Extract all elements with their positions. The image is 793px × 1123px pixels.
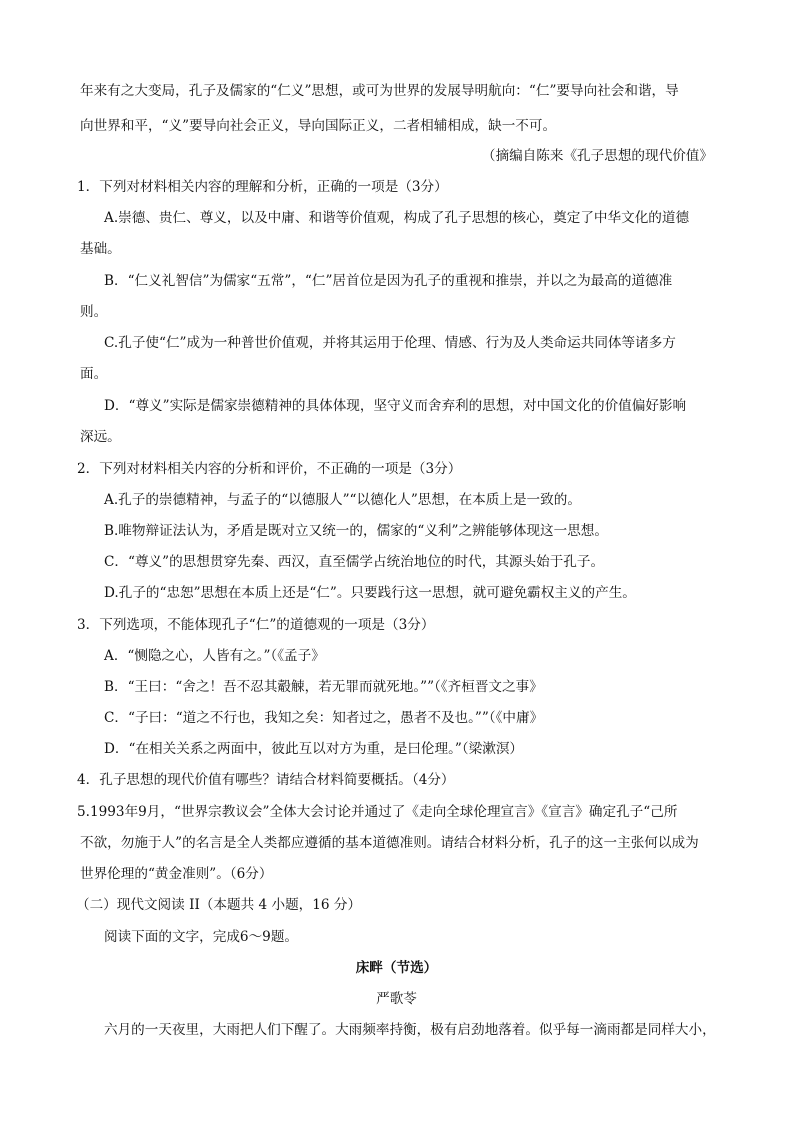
question-3-option-c: C．“子曰：“道之不行也，我知之矣：知者过之，愚者不及也。””（《中庸》 — [104, 710, 544, 726]
passage-source: （摘编自陈来《孔子思想的现代价值》 — [481, 148, 713, 164]
passage-line-2: 向世界和平，“义”要导向社会正义，导向国际正义，二者相辅相成，缺一不可。 — [80, 118, 557, 134]
question-1-option-a-cont: 基础。 — [80, 241, 121, 257]
question-2-option-c: C．“尊义”的思想贯穿先秦、西汉，直至儒学占统治地位的时代，其源头始于孔子。 — [104, 554, 605, 570]
question-1-option-b: B．“仁义礼智信”为儒家“五常”，“仁”居首位是因为孔子的重视和推崇，并以之为最高的道德准 — [104, 273, 673, 289]
question-3-stem: 3．下列选项，不能体现孔子“仁”的道德观的一项是（3分） — [77, 617, 435, 633]
question-1-option-d: D．“尊义”实际是儒家崇德精神的具体体现，坚守义而舍弃利的思想，对中国文化的价值偏好影响 — [104, 398, 687, 414]
question-5-line-2: 不欲，勿施于人”的名言是全人类都应遵循的基本道德准则。请结合材料分析，孔子的这一主张何以成为 — [80, 835, 699, 851]
section-2-instruction: 阅读下面的文字，完成6～9题。 — [104, 929, 299, 945]
question-1-option-c-cont: 面。 — [80, 366, 108, 382]
question-1-option-d-cont: 深远。 — [80, 429, 121, 445]
article-first-line: 六月的一天夜里，大雨把人们下醒了。大雨频率持衡，极有启劲地落着。似乎每一滴雨都是同样大小， — [104, 1022, 716, 1038]
question-1-stem: 1．下列对材料相关内容的理解和分析，正确的一项是（3分） — [77, 179, 448, 195]
question-5-line-3: 世界伦理的“黄金准则”。（6分） — [80, 866, 273, 882]
question-3-option-a: A．“恻隐之心，人皆有之。”（《孟子》 — [104, 648, 325, 664]
question-2-option-a: A.孔子的崇德精神，与孟子的“以德服人”“以德化人”思想，在本质上是一致的。 — [104, 492, 581, 508]
question-2-option-d: D.孔子的“忠恕”思想在本质上还是“仁”。只要践行这一思想，就可避免霸权主义的产生。 — [104, 585, 636, 601]
article-author: 严歌苓 — [376, 991, 417, 1007]
question-3-option-d: D．“在相关关系之两面中，彼此互以对方为重，是曰伦理。”（梁漱溟） — [104, 741, 524, 757]
question-1-option-a: A.崇德、贵仁、尊义，以及中庸、和谐等价值观，构成了孔子思想的核心，奠定了中华文化的道德 — [104, 210, 690, 226]
question-1-option-c: C.孔子使“仁”成为一种普世价值观，并将其运用于伦理、情感、行为及人类命运共同体等诸多方 — [104, 335, 676, 351]
section-2-heading: （二）现代文阅读 II（本题共 4 小题，16 分） — [76, 897, 362, 913]
question-5-line-1: 5.1993年9月，“世界宗教议会”全体大会讨论并通过了《走向全球伦理宣言》《宣言》确定孔子“己所 — [77, 804, 678, 820]
question-2-stem: 2．下列对材料相关内容的分析和评价，不正确的一项是（3分） — [77, 461, 462, 477]
question-4-stem: 4．孔子思想的现代价值有哪些？请结合材料简要概括。（4分） — [77, 772, 455, 788]
question-1-option-b-cont: 则。 — [80, 304, 108, 320]
passage-line-1: 年来有之大变局，孔子及儒家的“仁义”思想，或可为世界的发展导明航向：“仁”要导向社会和谐，导 — [80, 83, 679, 99]
article-title: 床畔（节选） — [355, 960, 438, 976]
question-2-option-b: B.唯物辩证法认为，矛盾是既对立又统一的，儒家的“义利”之辨能够体现这一思想。 — [104, 523, 608, 539]
question-3-option-b: B．“王曰：“舍之！吾不忍其觳觫，若无罪而就死地。””（《齐桓晋文之事》 — [104, 679, 543, 695]
